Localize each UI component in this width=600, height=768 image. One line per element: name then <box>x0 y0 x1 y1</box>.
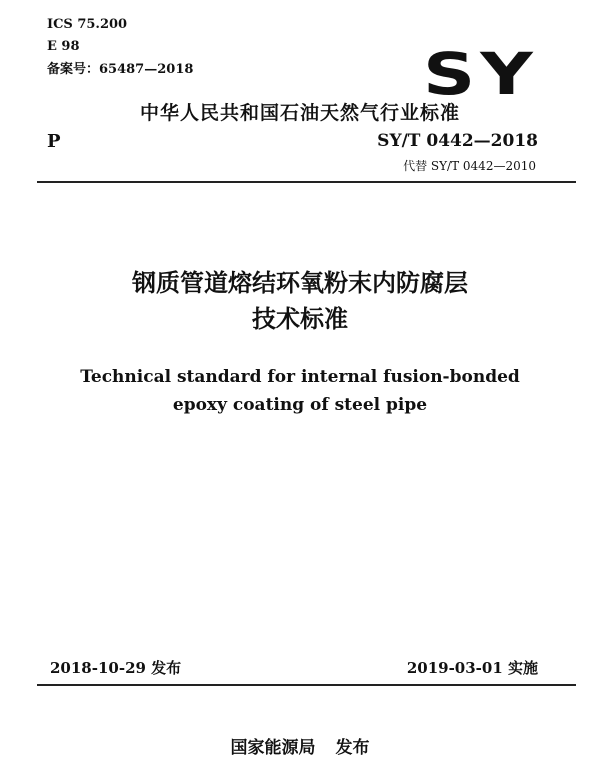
classification-code: E 98 <box>47 39 80 54</box>
title-en-line1: Technical standard for internal fusion-bonded <box>80 367 520 387</box>
standard-number: SY/T 0442—2018 <box>377 131 538 151</box>
industry-standard-heading: 中华人民共和国石油天然气行业标准 <box>139 102 460 124</box>
filing-number: 备案号：65487—2018 <box>47 62 194 77</box>
title-cn-line2: 技术标准 <box>252 305 348 333</box>
footer-divider <box>37 684 576 686</box>
ics-code: ICS 75.200 <box>47 17 128 32</box>
sy-logo: SY <box>423 40 538 108</box>
effective-date: 2019-03-01 实施 <box>406 659 538 677</box>
title-en-line2: epoxy coating of steel pipe <box>172 395 428 415</box>
issue-date: 2018-10-29 发布 <box>50 659 182 677</box>
title-cn-line1: 钢质管道熔结环氧粉末内防腐层 <box>132 269 468 297</box>
issuer: 国家能源局 发布 <box>230 738 370 758</box>
p-code: P <box>47 131 61 152</box>
replaces-standard: 代替 SY/T 0442—2010 <box>403 159 536 173</box>
header-divider <box>37 181 576 183</box>
